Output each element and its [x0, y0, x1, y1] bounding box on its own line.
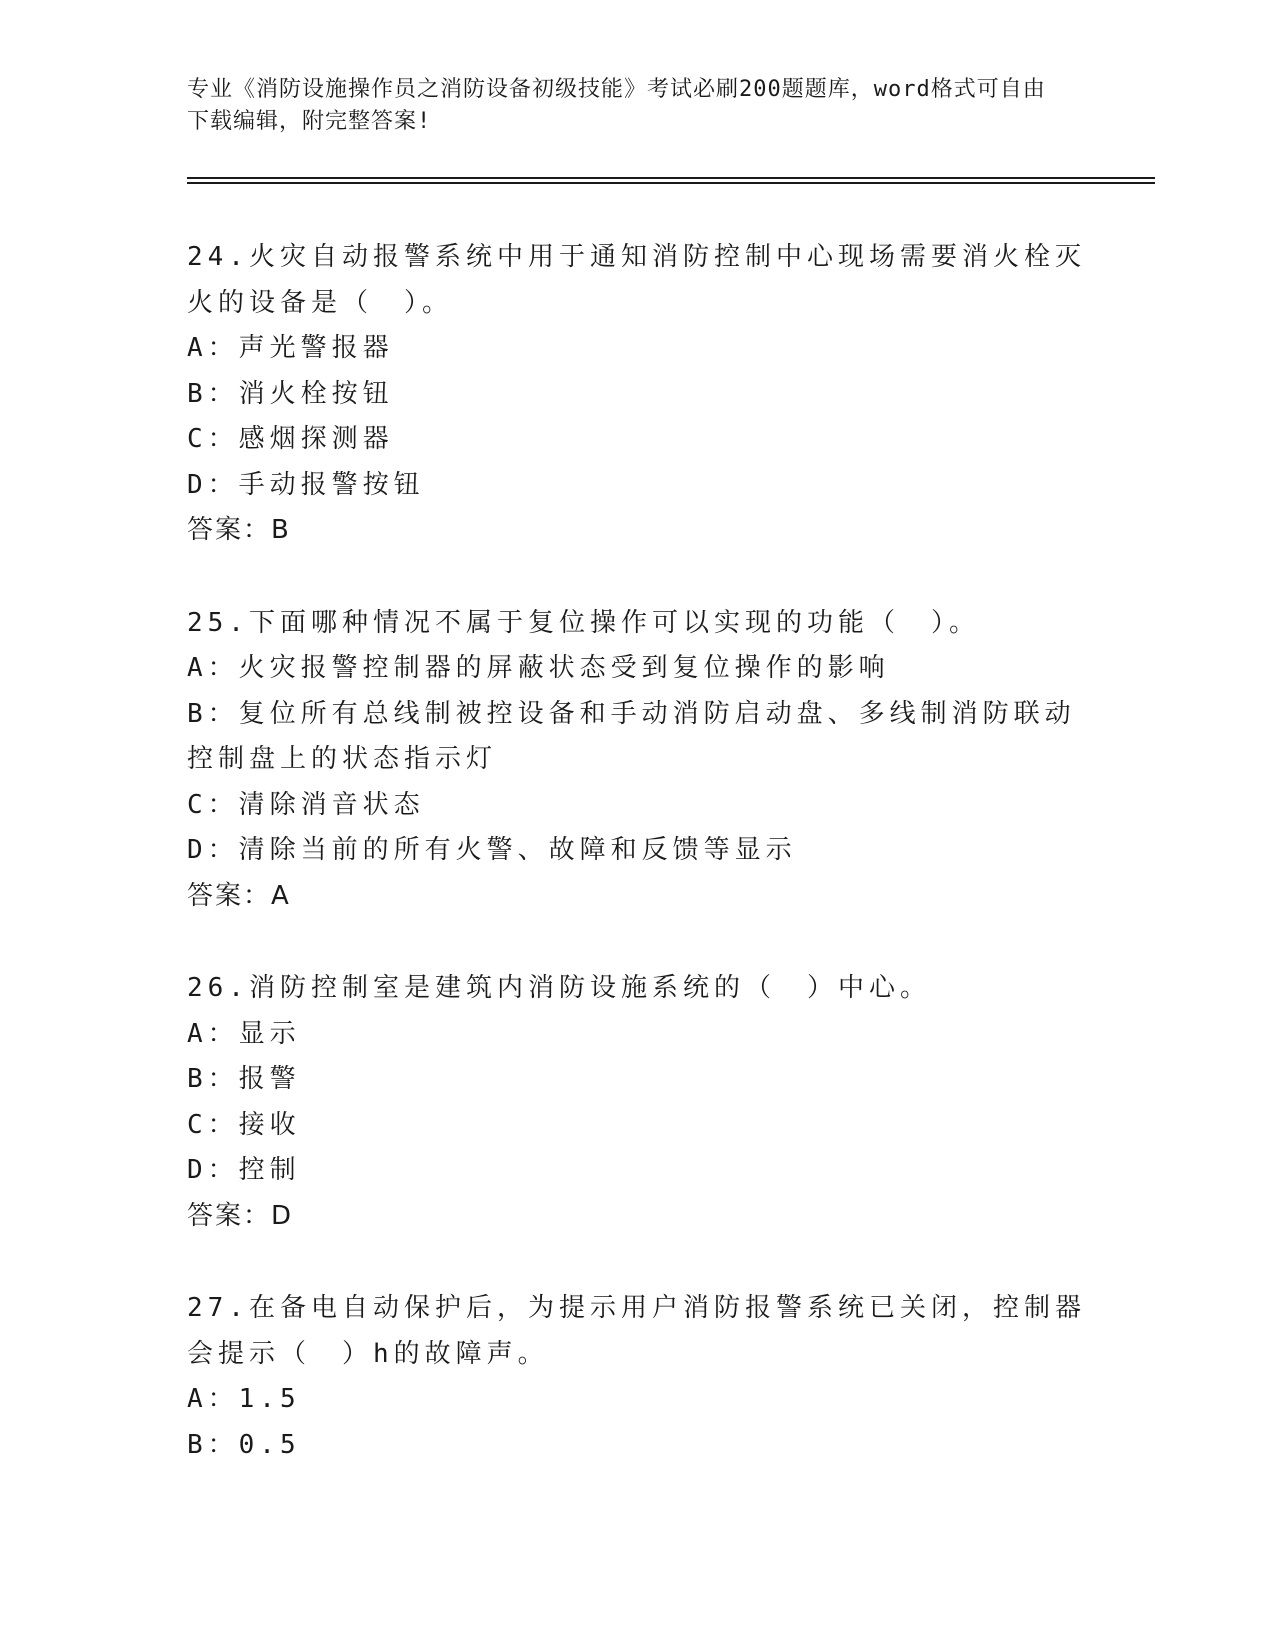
option-a: A：火灾报警控制器的屏蔽状态受到复位操作的影响 [187, 653, 890, 683]
header-divider-top [187, 177, 1155, 179]
question-list [187, 235, 1087, 1515]
question-26 [187, 966, 1087, 1239]
option-b: B：复位所有总线制被控设备和手动消防启动盘、多线制消防联动控制盘上的状态指示灯 [187, 698, 1076, 774]
option-a: A：1.5 [187, 1384, 301, 1414]
question-25 [187, 601, 1087, 920]
option-a: A：声光警报器 [187, 333, 394, 363]
option-c: C：感烟探测器 [187, 424, 394, 454]
option-a: A：显示 [187, 1018, 301, 1049]
option-c: C：接收 [187, 1109, 301, 1140]
question-27 [187, 1286, 1087, 1468]
answer-line: 答案：A [187, 880, 291, 911]
option-c: C：清除消音状态 [187, 789, 425, 820]
option-b: B：0.5 [187, 1429, 301, 1460]
answer-line: 答案：D [187, 1200, 294, 1231]
option-b: B：报警 [187, 1064, 301, 1094]
option-d: D：清除当前的所有火警、故障和反馈等显示 [187, 835, 797, 865]
answer-line: 答案：B [187, 515, 291, 545]
document-header: 专业《消防设施操作员之消防设备初级技能》考试必刷200题题库，word格式可自由下载编辑，附完整答案! [187, 77, 1046, 134]
option-b: B：消火栓按钮 [187, 378, 394, 409]
option-d: D：手动报警按钮 [187, 469, 425, 500]
question-24 [187, 235, 1087, 554]
question-stem: 27.在备电自动保护后，为提示用户消防报警系统已关闭，控制器会提示（ ）h的故障声。 [187, 1293, 1086, 1369]
question-stem: 24.火灾自动报警系统中用于通知消防控制中心现场需要消火栓灭火的设备是（ ）。 [187, 242, 1086, 318]
option-d: D：控制 [187, 1155, 301, 1185]
question-stem: 25.下面哪种情况不属于复位操作可以实现的功能（ ）。 [187, 607, 980, 638]
header-divider-bottom [187, 182, 1155, 184]
question-stem: 26.消防控制室是建筑内消防设施系统的（ ）中心。 [187, 973, 931, 1003]
